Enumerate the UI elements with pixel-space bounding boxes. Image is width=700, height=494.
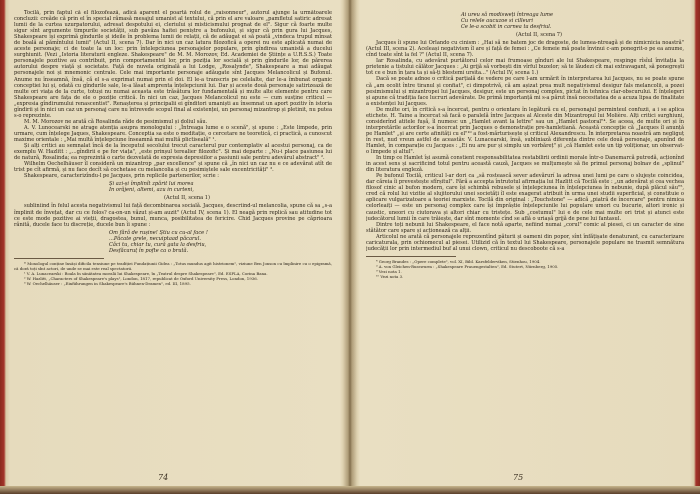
footnote: ² W. Hazlitt, „Characters of Shakespeare's plays", London, 1817, republicat de Oxford University Press, London, 1936.	[24, 275, 258, 281]
book-bottom-edge	[0, 486, 700, 494]
left-page-paragraphs	[14, 10, 332, 179]
right-page-paragraphs	[366, 40, 684, 252]
verse-line: Desfăcaruț în pofte ca o brută.	[109, 247, 189, 254]
footnote: * Monologul conține însăși dificila tensiune pe tradiției Fundațiunii Gidea : „Totus mundus agit histrionem", viziune Ben Jonson cu împlinire cu o epigramă, că doră toți sînt actori, de unde se mai este real spectatorii.	[14, 260, 332, 271]
paragraph: Tocilă, prin faptul că el filozofează, adică aparent el poartă rolul de „raisonneur", autorul ajunge la următoarele concluzii: creăde că prin el în special rămasă mesajul umanist al textului, că prin el are valoare „pamfletul satiric adresat lumii de la curtea uzurpatorului, adresat despotului ei, cleriului și misticismului prognat de el". Sigur că foarte multe sigur sînt argumente timpurile societății, sub pavăza haitei peniștre a bufonului, și sigur că prin gura lui Jacques, Shakespeare își exprimă gîndurile și ideile în problema lumii de relații, că de adăugat ei să poată „vindeca trupul mînsat de boală al pămîntului lumii" (Actul II, scena 7). Dar în nici un caz latura filozofică a operei nu este aplicată numai de aceste personaje; ci de toate la un loc: prin întelepciunea personajelor populare, prin gîndirea umanistă a ducelui surghiunit. (Vezi „Istoria literaturii engleze. Shakespeare" de M. M. Morozov, Ed. Academiei de Științe a U.R.S.S.) Toate personajele pozitive au contribuit, prin comportamentul lor, prin poziția lor socială și prin gîndurile lor, de părerea autorului despre viață și societate. Față de nuvela originală a lui Lodge, „Rosalynde", Shakespeare a mai adăugat personajele noi și mnemonic centrale. Cele mai importante personaje adăugate sînt Jacques Melancolicul și Bufonul. Anume nu înseamnă, însă, că el s-a exprimat numai prin el doi. El le-a transcris pe celelalte, dar le-a îmbunat organic conceptiei lui și, odată cu gîndurile sale, le-a lăsat amprenta înțelepciunii lui. Dar și aceste două personaje satirizează de multe ori viața de la curte, totuși nu numai aceasta este trăsătura lor fundamentală și multe alte elemente pentru care Shakespeare are fața de ele o poziție critică. În nici un caz, Jacques Melancolicul nu este — cum susține criticul — „expresia gîndirumului renascentist". Renașterea și principalii ei gînditori umaniști au însemnat un aport pozitiv în istoria gîndirii și în nici un caz un personaj care nu întrevede scopul final al existenței, un personaj mizantrop și pletinit, nu putea s-o reprezinte.	[14, 10, 332, 119]
paragraph: A. V. Lunocearski ne atrage atenția asupra monologului : „Întreaga lume e o scenă", și spune : „Este limpede, prin urmare, cum înțelege Jaques, Shakespeare. Conceptia sa este o meditație, o cercetare ne teoretică, ci practică, a cunoscut maxime orientale : „Mai multă înțelepciune înseamnă mai multă plictiseală" ¹.	[14, 124, 332, 143]
paragraph: De multe ori, în critică s-a încercat, pentru o orientare în legătură cu el, personajul perminteul confuzii, a i se aplica etichete. H. Taine a încercat să facă o paralelă între Jacques al Alceste din Mizantropul lui Molière. Alți critici surghiuni, considerînd atitele fușă, îl numesc un „Hamlet avant la lettre" sau un „Hamlet pastoral"⁴. Se aceea, de multe ori și în interpretările actorilor s-a încercat prin Jacques o demonstrație pre-hamletiană. Această concepție că „Jacques îl anunță pe Hamlet" „și are certe afinități cu el"¹⁰ a fost-mărturisește și criticul Alexandrescu. În interpretarea noastră am negliguț în rest, nud vreun astfel de aceastăv. V. Lunacearski, însă, subliniază diferența dintre cele două personaje, apunînd de Hamlet, în comparație cu Jacques : „Ei nu are pur și simplu un vorbăreț" și „că Hamlet este un tip voliționar, un observat-o limpede și altul".	[366, 106, 684, 156]
right-page	[366, 10, 684, 480]
left-page-footnote-rule	[14, 258, 104, 259]
verse-line: Om fără de rușine! Știu cu cu-al face !	[109, 229, 208, 236]
verse-line: Ce le-a scobit in carnea ta desfriul.	[461, 24, 552, 31]
left-page-paragraphs-2	[14, 203, 332, 227]
right-page-number: 75	[513, 473, 524, 482]
paragraph: Și alți critici au semnalat încă de la începutul secolului trecut caracterul pur contemplativ al acestui personaj, ca de exemplu W. Hazlitt : „...gîndirii e pe for viața", „este prinșul terealier filozofic". Și mai departe : „Nu-i place pasiunea lui de natură, Rosalinda; ea reprezintă o carte dezvelată de expresia depresiilor a pasiunii sale pentru adevărul abstract" ².	[14, 143, 332, 162]
paragraph: In timp ce Hamlet își asumă constient responsabilitatea restabilirii ordinii morale într-o Danemarcă putredă, acționînd in acest sens și sacrificind totul pentru această cauză, Jacques se mulțumește să fie primul personaj bolnav de „splinul" din literatura engleză.	[366, 155, 684, 174]
paragraph: Dacă se poate adnoe o critică parțială de vedere pe care l-am urmărit în interpretarea lui Jacques, nu se poate spune că „am ocolit între tiranul și confiat", ci dimpotrivă, că am așizat prea mult negativismul desigur fals melancolii, a pozei pesimismului și mizantropei lui Jacques, desigur, este un personaj complex, pictat în tehnica clar-obscurului. E înțelegeri și apune că tradiția face lucruri adevărate. De primă importanță mi s-a părut însă necesitatea de a acuza lipsa de finalitate a existenței lui Jacques.	[366, 76, 684, 107]
right-page-verse	[366, 12, 684, 30]
left-page-verse-1	[14, 181, 332, 193]
book-spine	[343, 0, 357, 494]
paragraph: Iar Rosalinda, cu adevărat purtătorul celor mai frumoase gînduri ale lui Shakespeare, respinge rîsîul învitația la prietenie a tistului călător Jacques : „Ai grijă să vorbești din vîrful buzelor; să te lăudezi cît mai extravagant, să ponegrești tot ce e bun în țara ta și să-ți blestemi ursita..." (Actul IV, scena 1.)	[366, 58, 684, 77]
left-page-number: 74	[158, 473, 169, 482]
verse-line: ...Păcate grele, necuiptaad păcarul.	[109, 235, 201, 242]
paragraph: Shakespeare, caracterizîndu-l pe Jacques, prin replicile partenerilor, scrie :	[24, 173, 219, 180]
footnote: ³ W. Oechelhäuser : „Einführungen in Shakespeare's Bühnen-Dramen", ed. III, 1895.	[24, 280, 191, 286]
left-page-verse-2	[14, 230, 332, 254]
left-page	[14, 10, 332, 480]
footnote: ¹ V. A. Lunacearski : Boala în sănătatea morală lui Shakespeare, în „Teatrul despre Shakespeare", Ed. ESPLA, Corina Bana.	[24, 270, 268, 276]
verse-line: Ai ureu să modisweți întreaga lume	[461, 12, 554, 18]
paragraph: Wilhelm Oechelhäuser îl consideră un mizantrop „par excellence" și spune că „în nici un caz nu e ce adevărat atît de trist pe cît afirmă, și nu face decît să cochetase cu melancolia și cu pesimiștele sale excentricități" ³.	[14, 161, 332, 174]
paragraph: Jacques îi spune lui Orlando cu cinism : „Hai să ne batem joc de dragoste, de lumea-ntreagă și de nimicnicia noastră" (Actul III, scena 2). Aceleași negativism îl are și față de femei : „Ce femeie mă poate învinui c-am ponegrit-o pe ea anume, cînd toate sînt la fel ?" (Actul II, scena 7).	[366, 40, 684, 59]
verse-line: Cu relele aucuzoe si cilleuri	[461, 18, 533, 25]
footnote: ⁹ Vezi nota 1.	[376, 268, 402, 274]
paragraph: subliniind în felul acesta negativismul lui față decombinarea socială. Jacques, descriind-ul melancolia, spune că sa „s-a împlinit de învețat, dar cu ce folos? ca-on-un văzut și-am auzit" (Actul IV, scena 1). El neagă prin replică sau atitudine tot ce este mode pozitive ai vieții, dragostea, bunul, munca, posibilitatea de fericire. Chid Jacques provine pe căprioara rănită, ducele face tu discreție, ducele bun îi spune :	[14, 203, 332, 228]
verse-line: Căci tu, chiar tu, cură gata la desfriu,	[109, 241, 207, 248]
right-page-verse-caption: (Actul II, scena 7)	[516, 32, 563, 39]
right-page-footnote-rule	[366, 256, 456, 257]
footnote: ⁵ A. von Gleichen-Russwurm : „Shakespeare Frauengestalten", Ed. Stutert, Nürnberg, 1905.	[376, 263, 559, 269]
footnote: ⁴ Georg Brandes : „Opere complete", vol. XI, Bibl. Karsfelderviken, Stienhou, 1904.	[376, 258, 541, 264]
verse-line: Și azi-și împlinît zpărit lui morea	[109, 181, 194, 188]
verse-line: In orăjeni, altemi, azu in curteni,	[109, 187, 194, 194]
footnote: ¹⁰ Vezi nota 3.	[376, 273, 404, 279]
paragraph: Articolul ne arată că personajele reprezentînd păturii și oameni din popor, sînt înfățișate denaturant, cu caracterizare caricaturala, prin ochiomecul al piesei. Utilizid că în textul lui Shakespeare, personajele populare ne trasmit semnătura judecății lor prin intermediul buf al unui clown, criticul nu descoboote că s-a	[366, 233, 684, 252]
paragraph: M. M. Morozov ne arată că Rosalinda răde de pesimismul și doliul său.	[24, 118, 208, 125]
paragraph: Dintre toți nebunii lui Shakespeare, el face notă aparte, nefiind numai „corul" comic al piesei, ci un caracter de sine stătător care spare și acționează ca alții.	[366, 221, 684, 234]
right-page-footnotes	[366, 259, 684, 279]
left-page-verse-1-caption: (Actul II, scena 1)	[164, 195, 211, 202]
left-page-footnotes	[14, 261, 332, 286]
paragraph: Pe bufonul Tocilă, criticul l-ar dori ca „să rostească sever adevărurí la adresa unei lumi pe care o slujește coincidea, dar căreia îi prevestește sfîrșitul". Fără a accepta întrutotul afirmația lui Hazlitt că Tocilă este : „un adevărat și cea vechea filosof cinic al bufon modern, care își schimbă rebusele și înțelepciunea în înțelepciunea în nebunie, după plăcul său"⁵, cred că rolul lui vizitie al slujitorului unei societăți îl este exagerat atribuit în urma unei studii superficial, și constituie o aplicare vulgarizatoare a teoriei marxiste. Tocilă din original : „Touchstone" — adică „piatră de încercare" pentru nimica celorleaiți — este un personaj complex care își împrăștie înțelepciunile lui populare umori cu bucurie, altori ironic și caustic, uneori cu ciutorava și altori chiar cu tristețe. Sub „costumul" lui e de cele mai multe ori trist și atunci este judecătorul lumii în care trăiește, dar sînt momente cînd se află o uriașă grijă de pene lui fantasul.	[366, 173, 684, 222]
